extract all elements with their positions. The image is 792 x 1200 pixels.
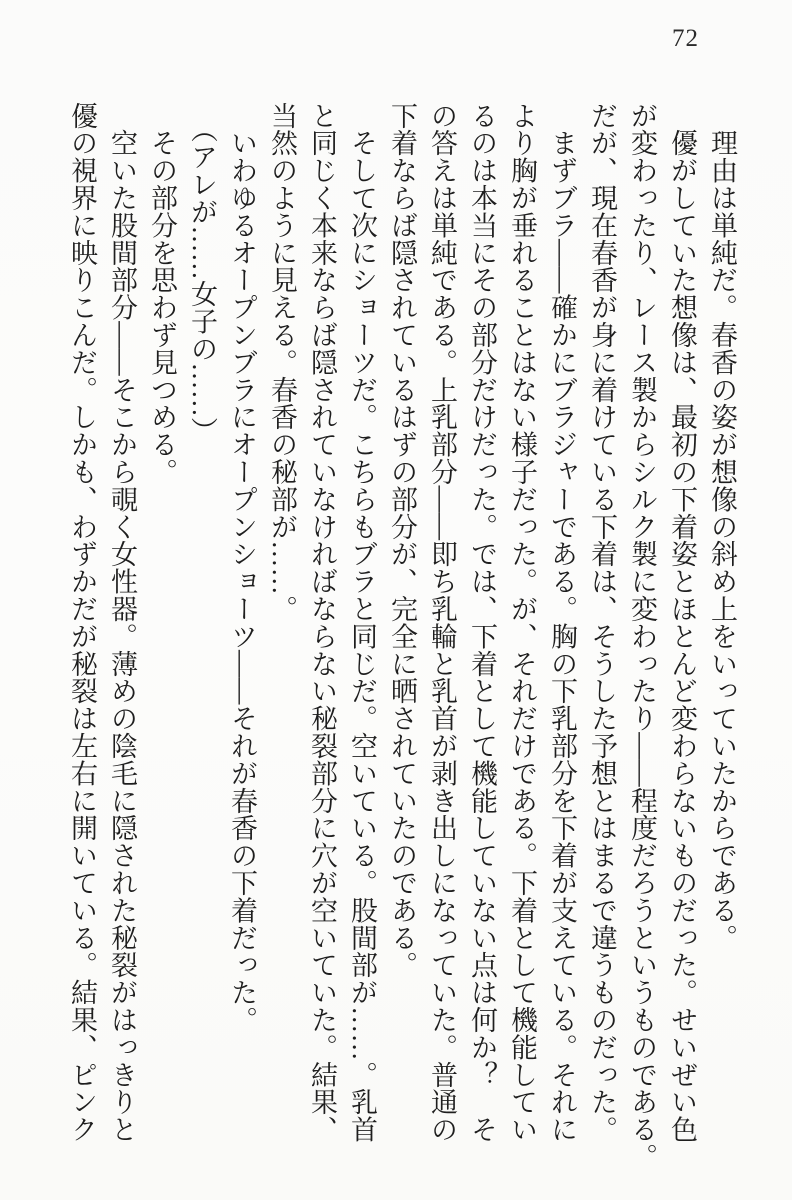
text-column: だが、現在春香が身に着けている下着は、そうした予想とはまるで違うものだった。 — [587, 102, 617, 1144]
body-text — [62, 102, 742, 1171]
text-column: その部分を思わず見つめる。 — [147, 102, 177, 486]
text-column: 下着ならば隠されているはずの部分が、完全に晒されていたのである。 — [387, 102, 417, 979]
text-column: より胸が垂れることはない様子だった。が、それだけである。下着として機能してい — [507, 102, 537, 1144]
text-column: と同じく本来ならば隠されていなければならない秘裂部分に穴が空いていた。結果、 — [307, 102, 337, 1144]
text-column: るのは本当にその部分だけだった。では、下着として機能していない点は何か？ そ — [467, 102, 497, 1144]
text-column: 当然のように見える。春香の秘部が……。 — [267, 102, 297, 623]
text-column: 理由は単純だ。春香の姿が想像の斜め上をいっていたからである。 — [707, 102, 737, 952]
page-number: 72 — [672, 25, 699, 52]
text-column: 優の視界に映りこんだ。しかも、わずかだが秘裂は左右に開いている。結果、ピンク — [67, 102, 97, 1144]
text-column: が変わったり、レース製からシルク製に変わったり――程度だろうというものである。 — [627, 102, 657, 1171]
text-column: 優がしていた想像は、最初の下着姿とほとんど変わらないものだった。せいぜい色 — [667, 102, 697, 1144]
text-column: （アレが……女子の……） — [187, 102, 217, 445]
text-column: いわゆるオープンブラにオープンショーツ――それが春香の下着だった。 — [227, 102, 257, 1034]
text-column: 空いた股間部分――そこから覗く女性器。薄めの陰毛に隠された秘裂がはっきりと — [107, 102, 137, 1144]
text-column: まずブラ――確かにブラジャーである。胸の下乳部分を下着が支えている。それに — [547, 102, 577, 1144]
text-column: そして次にショーツだ。こちらもブラと同じだ。空いている。股間部が……。乳首 — [347, 102, 377, 1144]
text-column: の答えは単純である。上乳部分――即ち乳輪と乳首が剥き出しになっていた。普通の — [427, 102, 457, 1144]
